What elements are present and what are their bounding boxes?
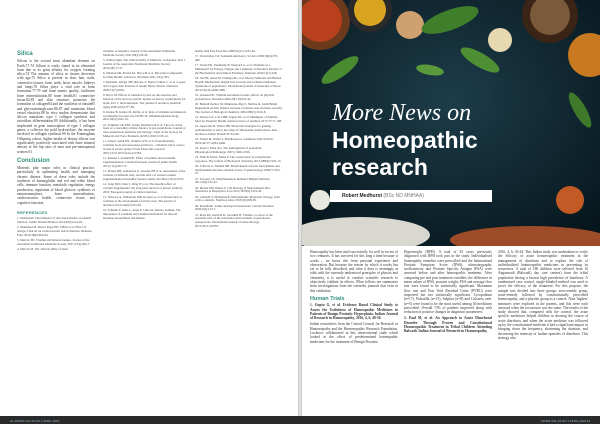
reference-item: 16. Schmidt F, Ashe A, Jones P, Lillie M. Dietary Sodium. The importance of selenium and vitamin metabolism for thyroid hormone biosynthesis and human (103, 207, 181, 220)
conclusion-paragraph: Minerals play major roles in clinical practice, particularly in optimising health and managing chronic disease. Some of these roles include the synthesis of haemoglobin and red and white blood cells, immune function, metabolic regulation, energy production, regulation of blood glucose, synthesis of neurotransmitters, bone mineralisation, cardiovascular health, connective tissue, and cognitive function. (17, 166, 95, 205)
intro-paragraph: Homeopathy has been used successfully for well in excess of two centuries. It has survived for this long a time because it works – we know this from personal experience and observation. But because the reason by which it works has yet to be fully described, and what it does is seemingly at odds with the currently understood principles of physics and chemistry, it is useful to conduct scientific research to objectively validate its effects. What follows are summaries from investigations from the scientific journals that exist in this validation. (310, 250, 398, 293)
reference-item: 29. Gohabbi S, Mohamed R. Molybdenum: Molecular biology, from cells to animals. Nutrition Abstr 2018;3(2):68-38. (195, 194, 280, 203)
reference-item: 17. Wooldridge LW. Selenium deficiency. Sci Rev 2009;39(9):376-486. (195, 54, 279, 62)
reference-item: 28. Murila MX, Plinex F. Cell Biology of Molybdenum. Bio-chemistica et Biophysica Acta 2013;1833(9):1419-26. (195, 185, 271, 194)
reference-item: 22. Apara/tale B. Wisler HR. Molecular strategies for gaining pain/nutrients to select the value of Therapeutic implications. Ann-modern to Public Health 2015;6:46. (195, 123, 278, 136)
article-title (332, 100, 478, 181)
references-list-1 (17, 217, 95, 252)
left-column-2 (103, 50, 186, 222)
reference-item: 15. Nelson LA, Wilkenson MB, Krauser A, et al. Researchers at coalition of the development of urban areas. The journal of nutrition 2014;144(9):1222-29. (103, 194, 183, 207)
hero-image (300, 0, 600, 246)
right-page (300, 0, 600, 424)
reference-item: 12. Kaneke J, Seemuth B. Effect of sodium and potassium supplementation. Current European journal of public health 2012;17(4):467-72. (103, 156, 177, 168)
reference-item: 8. Bucci M. Effects of nutrients by diet on the structure and function of the nervous system: update on dietary requirements for brain. Part 1: micronutrients. The journal of nutrition, health & aging 2006;10(5):377-85. (103, 92, 186, 109)
left-column-3 (195, 50, 283, 230)
title-line-1: More News on (332, 100, 472, 126)
reference-item: health. Mol Prot Food Res 2008;52(11):1235-46. (195, 49, 256, 53)
conclusion-heading: Conclusion (17, 157, 50, 164)
author-byline (330, 190, 492, 202)
left-column-1 (17, 52, 95, 253)
reference-item: 7. Kirkland, Werger MF, Barcelo E. Barna Cramer C, et al. Copper and Copper-Zinc Patterns of Serum Heavy Metals. Nutrients 2020;12(7):2046. (103, 79, 186, 92)
reference-item: 18. Jen HT, Aston M, Siddiqui IK, et al. Dietary Minerals and Human Health: Mechanistic Insight Into Toxicity and Common Deficient Syndrome of populations. International journal of molecular sciences 2014;16(10):24962-988. (195, 76, 282, 92)
references-list-3 (195, 50, 283, 229)
right-column-2 (404, 250, 492, 336)
reference-item: 30. Rosenfeldt. Iodine and thyroid hormones. Current Nutrition 2020;2(5):123-7. (195, 203, 274, 212)
reference-item: 31. Plass RF, Anzicoh D, Lucalkeli B. Vitamin: a review of the potential roles of the prevention and treatment of gestational osteoporosis. International journal of endocrinology 2013;2013:316783. (195, 212, 273, 229)
references-list-2 (103, 50, 186, 221)
reference-item: 17. Tarafy HL, Prudhome B, Weepard G, et al. Vitamins as a Mitomatrix for Energy, Fatigue and Cognition: A Narrative Review of the Biochemical and Clinical Evidence. Nutrients 2020;12(1):228. (195, 63, 282, 75)
title-line-2: Homeopathic (332, 127, 478, 153)
silica-heading: Silica (17, 51, 33, 57)
reference-item: 26. Schwarz G, Mendel RR. Molybdenum cofactor biosynthesis and molybdenum enzymes. Annual review of plant biology 2006;57:623-47. (195, 163, 281, 176)
reference-item: 11. Aaberi, Sefak EN, Watkins WW, et al. Experimentally available body and associated predictors - validated and/or source in risk of severe stroke? Front Endocrine research 2001;16:10.2051/front.011584. (103, 139, 185, 156)
author-name: Robert Medhurst (342, 193, 382, 199)
reference-item: vitamins. A snapshot. Journal of the Australian Traditional Medicine Society 2021;28(1):28-30. (103, 49, 176, 57)
right-column-1 (310, 250, 398, 346)
study-2-body: 2016, 4, 6, 36-44. This Indian study was undertaken to verify the efficacy of acute homoeopathic treatment in the management of diarrhoea and to explore the role of individualised homoeopathic medicines in preventing its recurrence. A total of 180 children were selected from 10 Anganwadi (Balwadi) day care centres) from the tribal population having a known high prevalence of diarrhoea. A randomised case control, single-blinded method was used to prove the efficacy of the treatment. For this purpose, the sample was divided into three groups: zero-remedy group, acute-remedy followed by constitutionally prescribed homoeopathy, and a placebo group as a control. Nine 'highest' measures were explored in the parents, and this were each assessed when the occurrence was the same. The results of the study showed that, compared with the control, the acute specific medicines helped children in shorting the course of acute diarrhoea, and when the acute medicine was followed up by the constitutional medicine it had a significant impact in bringing down the frequency, shortening the duration, and decreasing the intensity of further episodes of diarrhoea. This strategy also (498, 250, 588, 340)
reference-item: 4. Malovic B. The clinical utility of dried (17, 247, 69, 251)
reference-item: 19. Lukaski HC. Vitamin and mineral status: effects on physical performance. Nutrition 2004;20(7-8):632-44. (195, 92, 275, 101)
study-1-body: Indian researchers from the Central Council for Research in Homoeopathy and the Homoeopathic Research Foundation, Lucknow collaborated in this observational study which looked at the effect of predetermined homeopathic medicines for the treatment of Benign Prostatic (310, 322, 398, 344)
title-line-3: research (332, 154, 428, 180)
reference-item: 10. Zemilam van MW. Iodine: Heatherwell et al. The role as the basis of a cascading cellular defence in pre-populations. Journal of trace elements in medicine and biology: organ of the Society for Minerals and Trace Elements (GMS) 2020;2:108-14. (103, 122, 186, 139)
footer-left: 22 JATMS VOL 25 NO 1 APRIL 2019 (10, 419, 60, 423)
reference-item: 14. Zang MD, Chen S, Ding W et al. The benefits effect of calcium Supplements: the long-term survival of ginsyn arbitrary 2016; European journal of clinical nutrition. (103, 181, 183, 194)
reference-item: 1. McDonald. The influence of diet and nutrients on platelet function. Semin Thromb Hemost 2014;40(2):214-26. (17, 216, 92, 224)
page-gutter (298, 0, 302, 424)
references-heading: REFERENCES (17, 209, 48, 215)
reference-item: 6. Medical-SR, Prasad AS. Bryce B et al. Bioactive Compounds for Skin Health: A Review. Nutrients 2021;13(1):203. (103, 70, 183, 79)
reference-item: 20. Belandi IJerilev M. Mukherjee-Bag S, Mohwe K. Jurah Bmtm magnesium and the balance between ovulation ratio and mass security. The Journal of Biological chemistry 2004;280(3):1016-8. (195, 101, 283, 114)
reference-item: 13. Elstner RB, Gundersen G, Greener FB et al. Assessment of the varieties of different stats, and the effect of ionised sodium supplementation in healthy beeston adults. Eur Heart 2012;23:92. (103, 169, 186, 181)
reference-item: 3. Malovic BJ. Vitamin and mineral intakes. Journal of the Australian Traditional Medicine Society 2021;27(4):206-7. (17, 238, 91, 246)
reference-item: 24. Rossi J, Pinar AO. The pathogenesis of potassium. Physiological/Pathologie 1967;1:3062-4356. (195, 145, 263, 154)
reference-item: 21. Kerney GS, Carl I HB. Tagine RL, et al. Mnempers of Kinship Mod for Potential Health. Annual review of nutrition 2017;37:71-108. (195, 114, 282, 123)
reference-item: 25. Nille B, Hab-L Muna P. The conservative of polytpharina responses. The Journal of Biological chemistry 2013;288(9):5104-13. (195, 154, 282, 163)
reference-item: 27. Novotny JA. Molybdenum in humans? Human Nutrition 2011;2(9):132-43. (195, 176, 270, 185)
study-2-citation: 2. Paul M, et al. An Approach to Acute Diarrhoeal Disorder Through Proven and Constitutional Homoeopathic Treatment in Tribal Children Attending Balwadi. Indian Journal of Research in Homoeopathy, (404, 316, 492, 334)
study-1-continued: Hypertrophy (BPH). A total of 45 cases previously diagnosed with BPH took part in the study. Individualised homeopathy remedies were prescribed and the International Prostate Symptom Score (IPSS), ultrasonography, uroflowmetry and Prostate Specific Antigen (PSA) were assessed before and after homeopathic treatment. After comparing pre and post treatment variables, the difference in mean values of IPSS, prostate weight, PSA and average flow rate were found to be statistically significant. Maximum flow rate and Post Void Residual Urine (PVRU) were improved but not statistically significant. Lycopodium (n=17), Pulsatilla (n=15), Sulphur (n=8) and Calcarea carb. (n=5) were found to be the most useful among 30 medicines prescribed. Overall 73% of patients improved along with reduction of positive changes in diagnostic parameters. (404, 250, 492, 315)
reference-item: 5. Whitewright. The clinical utility of Minerals: A snapshot. Part 1. Journal of the Australian Traditional Medicine Society 2022;28(1):7-8. (103, 58, 186, 70)
human-trials-heading: Human Trials (310, 295, 345, 302)
reference-item: 9. Kumar B, Kumar M. Ratlik, et al. Role of vitamins and minerals as immunity boosters in COVID-19. Inflammopharmacology 2021;29(4):1001-16. (103, 109, 186, 122)
right-column-3 (498, 250, 588, 342)
reference-item: 23. Nickel M, Welne S. Handbook for conditions. Pain Eclectic 2019;46:377-4063-4466. (195, 136, 274, 145)
footer-bar (0, 416, 600, 424)
author-credentials: (BSc ND MNHAA) (383, 193, 424, 199)
footer-right: JATMS VOL 25 NO 1 APRIL 2019 23 (540, 419, 590, 423)
silica-paragraph: Silicon is the second most abundant element on Earth.71-74 Silicon is easily found in its elemental form due to its great affinity for oxygen, forming silica.74 The amount of silica in tissues decreases with age.75 Silica is present in skin, hair, nails, connective tissues, bone, teeth, heart, muscle, kidneys and lungs.76 Silica plays a vital role in bone formation.77-79 and bone matrix quality, facilitates bone mineralization,80 bone health,81 connective tissue.82,83 and skin structure, promotes the formation of collagen84 and the synthesis of elastin85 and glycosaminoglycans.86,87 and maintains blood vessel elasticity.88 In vitro studies demonstrate that silicon stimulates type 1 collagen synthesis and osteoblast differentiation.89 Additionally, it has been implicated in gene transcription of type 1 collagen genes, a collector the pold hydroxylase, the enzyme involved in collagen synthesis.90 In the Framingham Offspring cohort, higher intake of dietary silicon was significantly positively associated with bone mineral density at the hip sites of men and pre-menopausal women.91 (17, 59, 95, 154)
reference-item: 2. Mohamed M, Maeve Rapp HE, Tiffini et al. Effect of omega-3 fish oil on cardiovascular risk in diabetes. Diabetes Educ 2019;38(6):960-84. (17, 225, 92, 237)
study-1-citation: 1. Gupta G, et al. Evidence Based Clinical Study to Assess the Usefulness of Homeopathic Medicines in Patients of Benign Prostatic Hyperplasia. Indian Journal of Research in Homoeopathy, 2016, 4, 6, 40-50. (310, 303, 398, 321)
